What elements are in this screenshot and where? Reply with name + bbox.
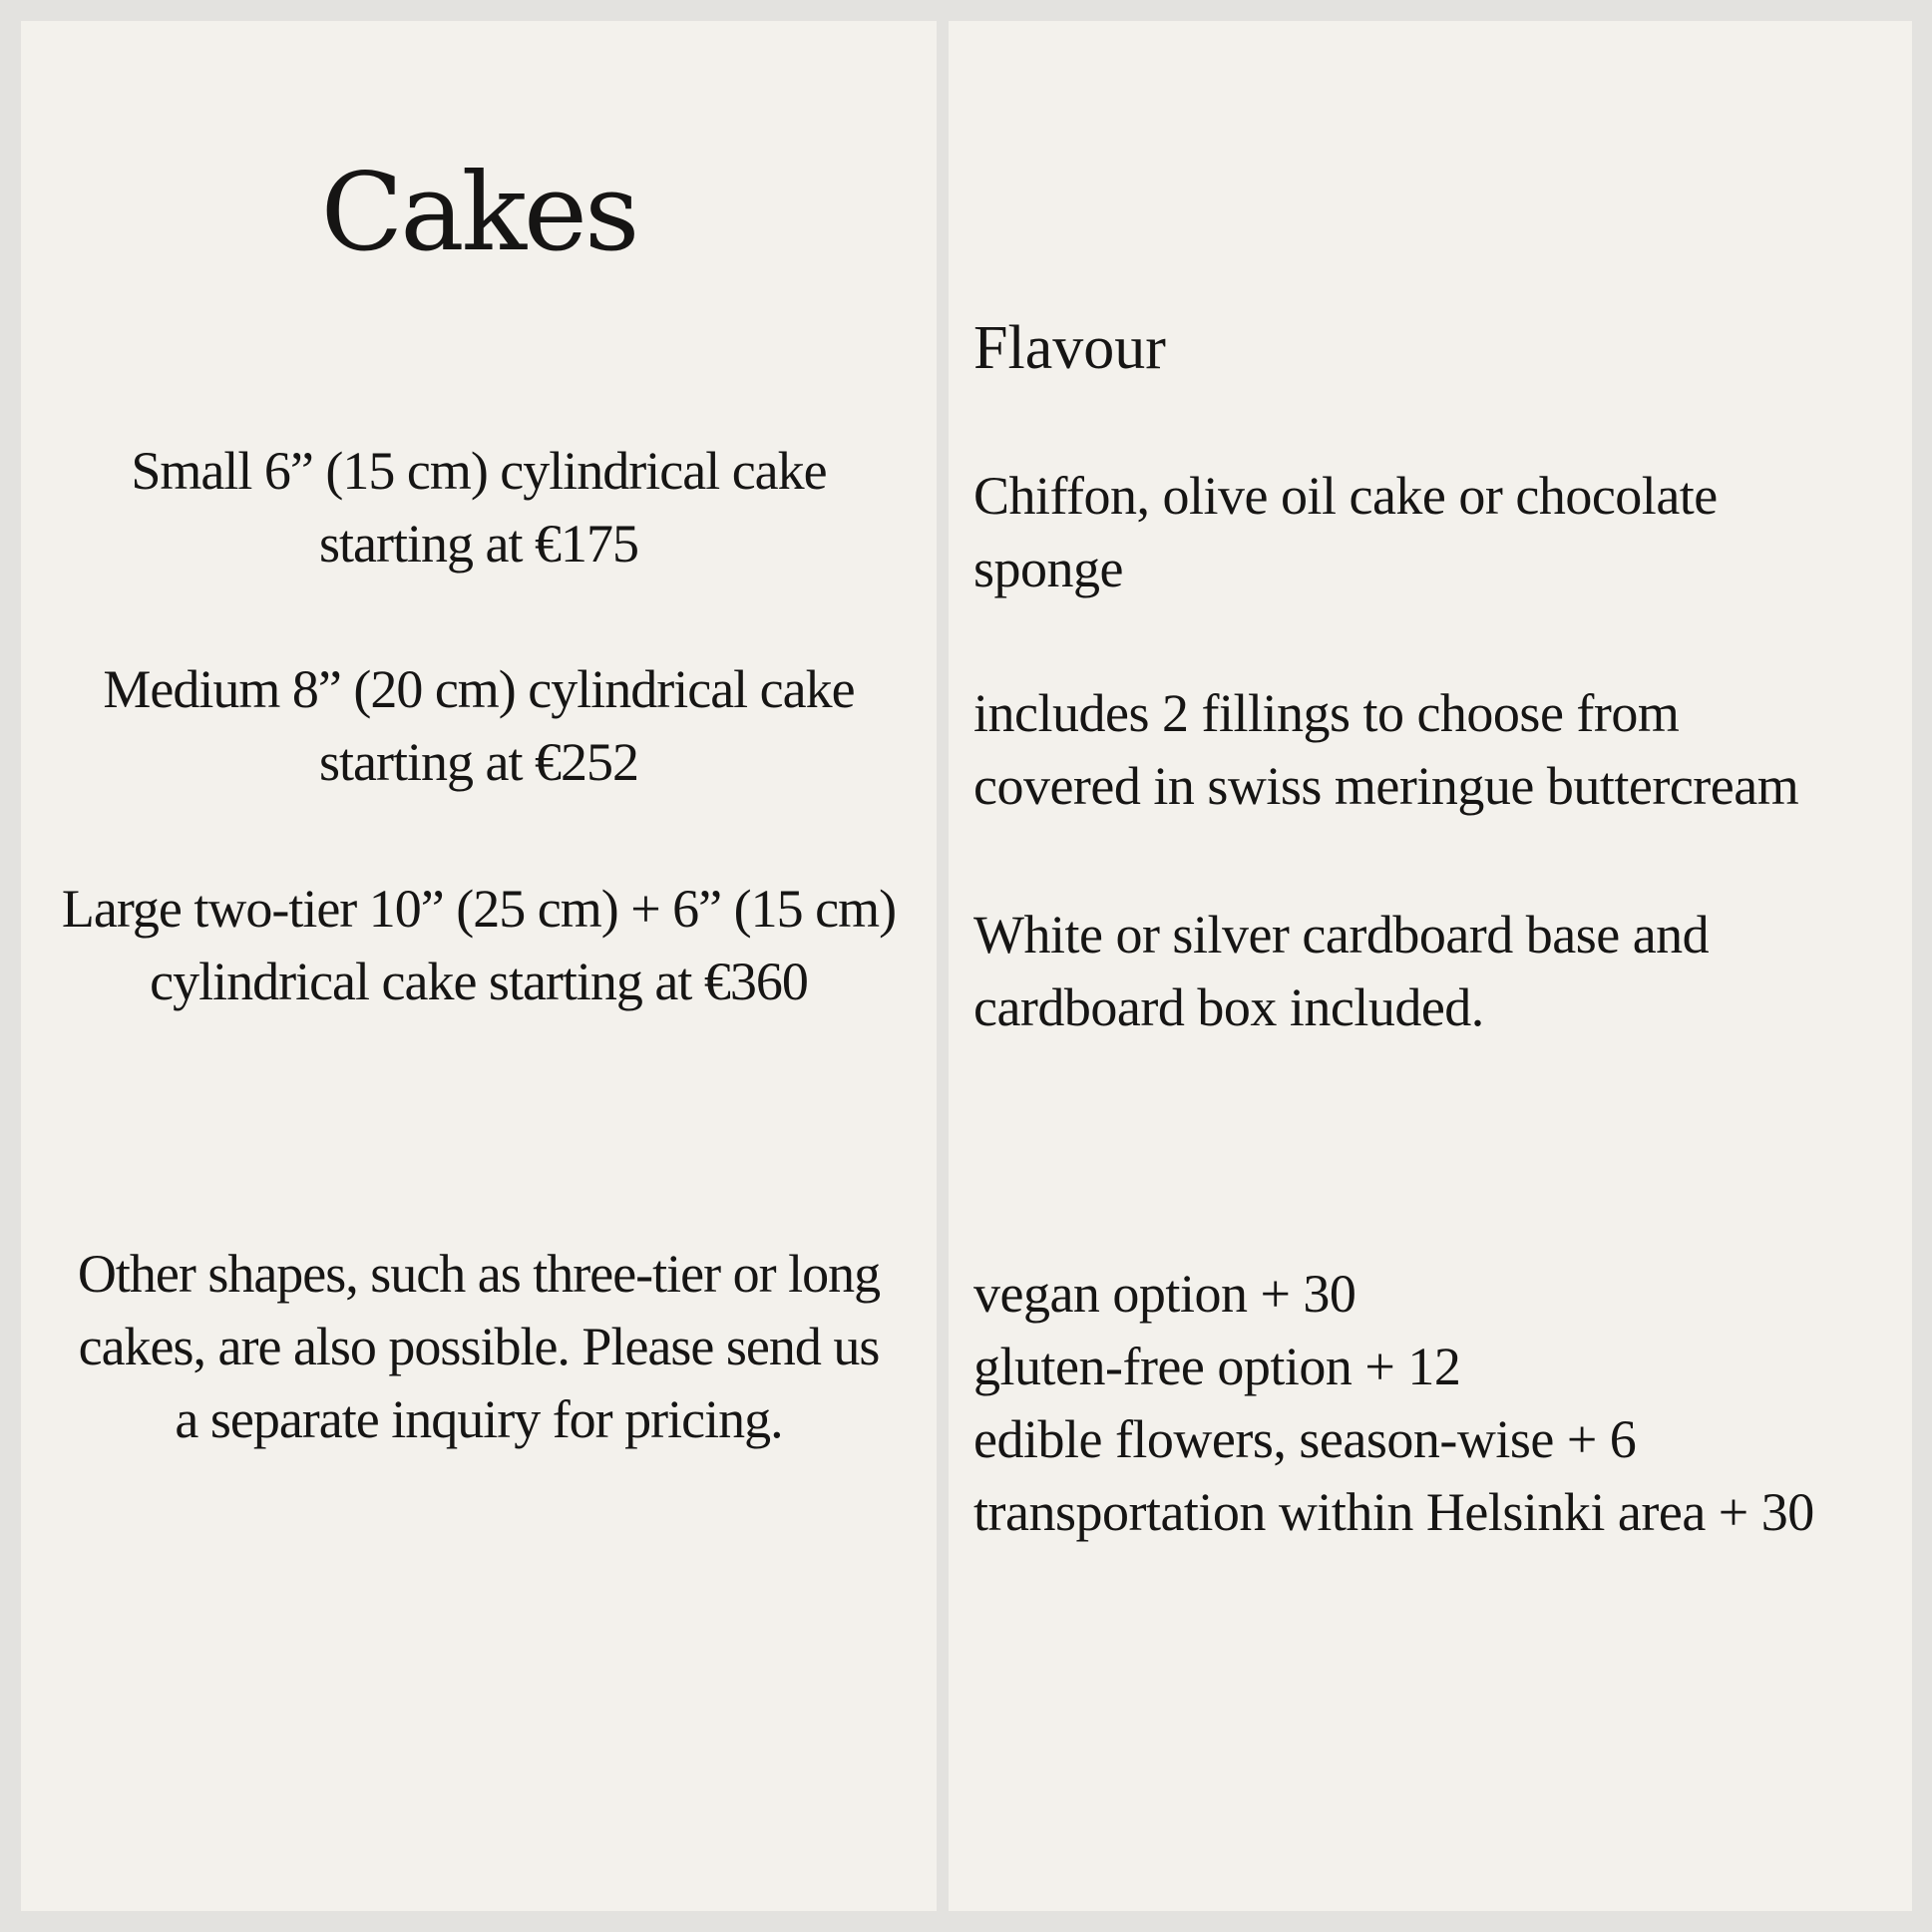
small-cake-price: Small 6” (15 cm) cylindrical cake starting at €175 bbox=[131, 441, 827, 574]
flavour-panel bbox=[949, 21, 1912, 1911]
base-box-info: White or silver cardboard base and cardboard box included. bbox=[973, 905, 1710, 1037]
flavour-options: Chiffon, olive oil cake or chocolate sponge bbox=[973, 466, 1718, 598]
extra-item-transportation: transportation within Helsinki area + 30 bbox=[973, 1482, 1814, 1542]
cakes-title: Cakes bbox=[320, 151, 637, 275]
extras-list bbox=[973, 1258, 1906, 1549]
cakes-panel bbox=[21, 21, 937, 1911]
buttercream-line: covered in swiss meringue buttercream bbox=[973, 756, 1799, 816]
flavour-heading: Flavour bbox=[973, 314, 1166, 382]
medium-cake-price: Medium 8” (20 cm) cylindrical cake starting at €252 bbox=[103, 659, 855, 792]
large-cake-price: Large two-tier 10” (25 cm) + 6” (15 cm) cylindrical cake starting at €360 bbox=[61, 879, 897, 1011]
fillings-line: includes 2 fillings to choose from bbox=[973, 683, 1680, 743]
other-shapes-note: Other shapes, such as three-tier or long cakes, are also possible. Please send us a separate inquiry for pricing. bbox=[77, 1244, 881, 1449]
extra-item-gluten-free: gluten-free option + 12 bbox=[973, 1337, 1461, 1396]
extra-item-vegan: vegan option + 30 bbox=[973, 1264, 1356, 1324]
fillings-info bbox=[973, 677, 1906, 823]
extra-item-edible-flowers: edible flowers, season-wise + 6 bbox=[973, 1409, 1637, 1469]
